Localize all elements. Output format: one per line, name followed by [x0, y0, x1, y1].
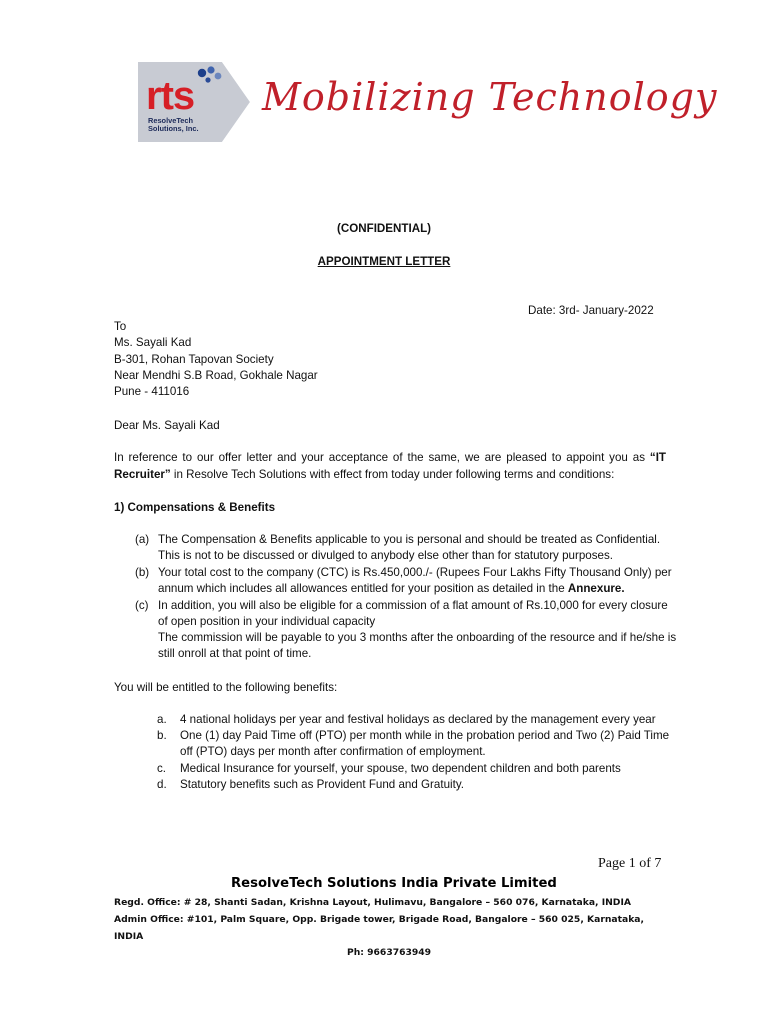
address-line: Ms. Sayali Kad: [114, 336, 192, 349]
confidential-label: (CONFIDENTIAL): [336, 222, 432, 235]
logo-dot: [215, 73, 222, 80]
address-line: B-301, Rohan Tapovan Society: [114, 353, 274, 366]
footer-company-name: ResolveTech Solutions India Private Limited: [231, 876, 557, 891]
logo-dot: [198, 69, 206, 77]
footer-phone: Ph: 9663763949: [347, 947, 432, 958]
company-logo-banner: [138, 62, 718, 144]
salutation: Dear Ms. Sayali Kad: [114, 419, 220, 432]
address-line: Pune - 411016: [114, 385, 190, 398]
logo-company-name: ResolveTech Solutions, Inc.: [148, 116, 199, 133]
logo-dot: [207, 66, 214, 73]
letter-date: Date: 3rd- January-2022: [528, 304, 654, 317]
footer-admin-office-country: INDIA: [114, 931, 144, 942]
footer-admin-office: Admin Office: #101, Palm Square, Opp. Brigade tower, Brigade Road, Bangalore – 560 025, Karnataka,: [114, 914, 644, 925]
benefits-intro: You will be entitled to the following benefits:: [114, 681, 338, 694]
page-number: Page 1 of 7: [598, 856, 662, 871]
section-heading: 1) Compensations & Benefits: [114, 501, 276, 514]
address-line: To: [114, 320, 127, 333]
logo-dot: [205, 77, 210, 82]
intro-paragraph-line-2: Recruiter” in Resolve Tech Solutions with effect from today under following terms and conditions:: [114, 468, 615, 481]
logo-mark: rts: [146, 74, 195, 118]
intro-paragraph-line-1: In reference to our offer letter and your acceptance of the same, we are pleased to appoint you as “IT: [114, 451, 666, 464]
address-line: Near Mendhi S.B Road, Gokhale Nagar: [114, 369, 318, 382]
logo-tagline: Mobilizing Technology: [262, 75, 718, 119]
letter-title: APPOINTMENT LETTER: [317, 255, 451, 268]
footer-registered-office: Regd. Office: # 28, Shanti Sadan, Krishna Layout, Hulimavu, Bangalore – 560 076, Karnataka, INDIA: [114, 897, 631, 908]
